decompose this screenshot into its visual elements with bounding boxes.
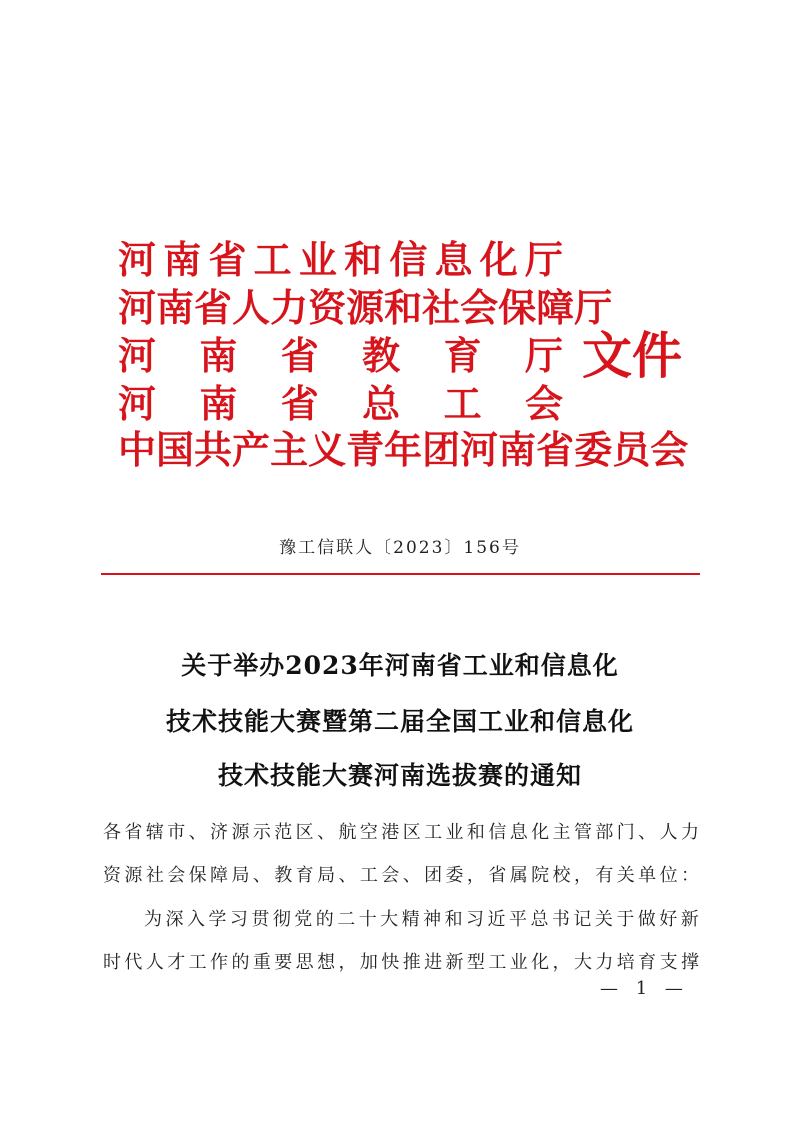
char: 省 — [124, 822, 143, 843]
char: 大 — [573, 952, 592, 973]
char: 化 — [531, 822, 550, 843]
org-line-5 — [118, 428, 689, 472]
char: 局 — [317, 865, 336, 886]
char: 入 — [186, 909, 205, 930]
char: 属 — [509, 865, 528, 886]
char: 源 — [124, 865, 143, 886]
char: 国 — [156, 428, 195, 472]
char: 平 — [508, 909, 527, 930]
org-char: 总 — [362, 382, 401, 426]
char: 社 — [145, 865, 164, 886]
char: 息 — [434, 238, 473, 282]
char: 培 — [616, 952, 635, 973]
char: 区 — [295, 822, 314, 843]
document-number: 豫工信联人〔2023〕156号 — [279, 538, 521, 558]
title-line-1: 关于举办2023年河南省工业和信息化 — [181, 651, 619, 680]
char: 二 — [337, 909, 356, 930]
char: 南 — [156, 286, 195, 330]
char: 想 — [317, 952, 336, 973]
char: 资 — [103, 865, 121, 886]
char: 和 — [466, 822, 485, 843]
char: 南 — [498, 428, 537, 472]
char: 的 — [315, 909, 334, 930]
char: 单 — [638, 865, 657, 886]
char: 港 — [381, 822, 400, 843]
char: 育 — [638, 952, 657, 973]
org-line-1 — [118, 240, 563, 280]
char: 工 — [488, 952, 507, 973]
char: 信 — [389, 238, 428, 282]
char: 十 — [358, 909, 377, 930]
char: 局 — [231, 865, 250, 886]
org-line-2 — [118, 286, 613, 330]
char: 教 — [274, 865, 293, 886]
char: 源 — [231, 822, 250, 843]
char: 源 — [346, 286, 385, 330]
body-line-4 — [103, 948, 699, 974]
char: 时 — [103, 952, 121, 973]
char: 管 — [573, 822, 592, 843]
char: 河 — [118, 238, 157, 282]
char: 共 — [194, 428, 233, 472]
char: 精 — [401, 909, 420, 930]
org-char: 工 — [443, 382, 482, 426]
char: 门 — [616, 822, 635, 843]
char: 书 — [551, 909, 570, 930]
char: 各 — [103, 822, 121, 843]
char: 关 — [616, 865, 635, 886]
char: 新 — [680, 909, 699, 930]
char: 人 — [145, 952, 164, 973]
char: 院 — [531, 865, 550, 886]
char: 河 — [118, 286, 157, 330]
char: 思 — [295, 952, 314, 973]
org-line-4 — [118, 384, 563, 424]
char: 团 — [422, 428, 461, 472]
char: 、 — [188, 822, 207, 843]
char: 义 — [308, 428, 347, 472]
char: 团 — [424, 865, 443, 886]
char: 化 — [479, 238, 518, 282]
char: 深 — [165, 909, 184, 930]
char: 员 — [612, 428, 651, 472]
char: 、 — [252, 865, 271, 886]
char: 为 — [144, 909, 162, 930]
char: ： — [680, 865, 699, 886]
char: 委 — [445, 865, 464, 886]
char: 关 — [594, 909, 613, 930]
char: 业 — [445, 822, 464, 843]
char: 省 — [194, 286, 233, 330]
char: 、 — [317, 822, 336, 843]
page-number: — 1 — — [600, 978, 689, 999]
org-char: 教 — [362, 334, 401, 378]
char: 省 — [208, 238, 247, 282]
char: 力 — [270, 286, 309, 330]
red-divider — [101, 573, 700, 575]
document-suffix: 文件 — [582, 327, 682, 385]
char: 资 — [308, 286, 347, 330]
char: 保 — [498, 286, 537, 330]
char: 神 — [423, 909, 442, 930]
org-char: 河 — [118, 334, 157, 378]
char: 才 — [167, 952, 186, 973]
char: 学 — [208, 909, 227, 930]
char: 范 — [274, 822, 293, 843]
char: 做 — [637, 909, 656, 930]
char: 作 — [210, 952, 229, 973]
char: 业 — [298, 238, 337, 282]
char: 力 — [595, 952, 614, 973]
char: 近 — [487, 909, 506, 930]
char: 南 — [163, 238, 202, 282]
char: 重 — [252, 952, 271, 973]
char: 航 — [338, 822, 357, 843]
char: 彻 — [272, 909, 291, 930]
char: 保 — [188, 865, 207, 886]
char: 要 — [274, 952, 293, 973]
org-char: 省 — [280, 382, 319, 426]
title-line-3: 技术技能大赛河南选拔赛的通知 — [217, 761, 582, 790]
char: 加 — [359, 952, 378, 973]
char: 大 — [380, 909, 399, 930]
char: 青 — [346, 428, 385, 472]
char: 工 — [359, 865, 378, 886]
char: 和 — [444, 909, 463, 930]
char: 支 — [659, 952, 678, 973]
char: 育 — [295, 865, 314, 886]
body-line-1 — [103, 818, 699, 844]
org-char: 厅 — [524, 334, 563, 378]
char: 化 — [531, 952, 550, 973]
char: 空 — [359, 822, 378, 843]
char: 省 — [488, 865, 507, 886]
org-char: 育 — [443, 334, 482, 378]
char: 有 — [595, 865, 614, 886]
char: 进 — [424, 952, 443, 973]
char: 省 — [536, 428, 575, 472]
char: 部 — [595, 822, 614, 843]
char: 党 — [294, 909, 313, 930]
char: 区 — [402, 822, 421, 843]
char: 推 — [402, 952, 421, 973]
char: 撑 — [680, 952, 699, 973]
char: 人 — [232, 286, 271, 330]
char: 业 — [509, 952, 528, 973]
org-char: 南 — [199, 382, 238, 426]
org-char: 河 — [118, 382, 157, 426]
char: 会 — [650, 428, 689, 472]
char: ， — [552, 952, 571, 973]
char: ， — [573, 865, 592, 886]
char: 主 — [552, 822, 571, 843]
char: 障 — [210, 865, 229, 886]
char: 厅 — [524, 238, 563, 282]
org-char: 会 — [524, 382, 563, 426]
char: 年 — [384, 428, 423, 472]
org-line-3 — [118, 336, 563, 376]
char: ， — [466, 865, 485, 886]
body-line-3 — [144, 905, 699, 931]
char: 河 — [460, 428, 499, 472]
char: 人 — [659, 822, 678, 843]
char: 习 — [466, 909, 485, 930]
char: 工 — [188, 952, 207, 973]
char: 辖 — [145, 822, 164, 843]
char: 工 — [253, 238, 292, 282]
char: 快 — [381, 952, 400, 973]
char: 委 — [574, 428, 613, 472]
char: 和 — [384, 286, 423, 330]
char: 于 — [616, 909, 635, 930]
char: 信 — [488, 822, 507, 843]
char: 位 — [659, 865, 678, 886]
char: 示 — [252, 822, 271, 843]
char: 和 — [344, 238, 383, 282]
char: 厅 — [574, 286, 613, 330]
char: 的 — [231, 952, 250, 973]
char: 记 — [573, 909, 592, 930]
char: 习 — [229, 909, 248, 930]
char: 新 — [445, 952, 464, 973]
char: 总 — [530, 909, 549, 930]
org-char: 南 — [199, 334, 238, 378]
org-char: 省 — [280, 334, 319, 378]
char: 工 — [424, 822, 443, 843]
char: 校 — [552, 865, 571, 886]
char: ， — [338, 952, 357, 973]
title-line-2: 技术技能大赛暨第二届全国工业和信息化 — [165, 707, 634, 736]
char: 济 — [210, 822, 229, 843]
char: 、 — [338, 865, 357, 886]
char: 会 — [167, 865, 186, 886]
char: 中 — [118, 428, 157, 472]
char: 力 — [680, 822, 699, 843]
char: 息 — [509, 822, 528, 843]
char: 障 — [536, 286, 575, 330]
char: 、 — [402, 865, 421, 886]
char: 会 — [460, 286, 499, 330]
char: 社 — [422, 286, 461, 330]
char: 、 — [638, 822, 657, 843]
char: 贯 — [251, 909, 270, 930]
char: 代 — [124, 952, 143, 973]
body-line-2 — [103, 861, 699, 887]
char: 好 — [659, 909, 678, 930]
char: 会 — [381, 865, 400, 886]
char: 型 — [466, 952, 485, 973]
char: 产 — [232, 428, 271, 472]
char: 主 — [270, 428, 309, 472]
char: 市 — [167, 822, 186, 843]
